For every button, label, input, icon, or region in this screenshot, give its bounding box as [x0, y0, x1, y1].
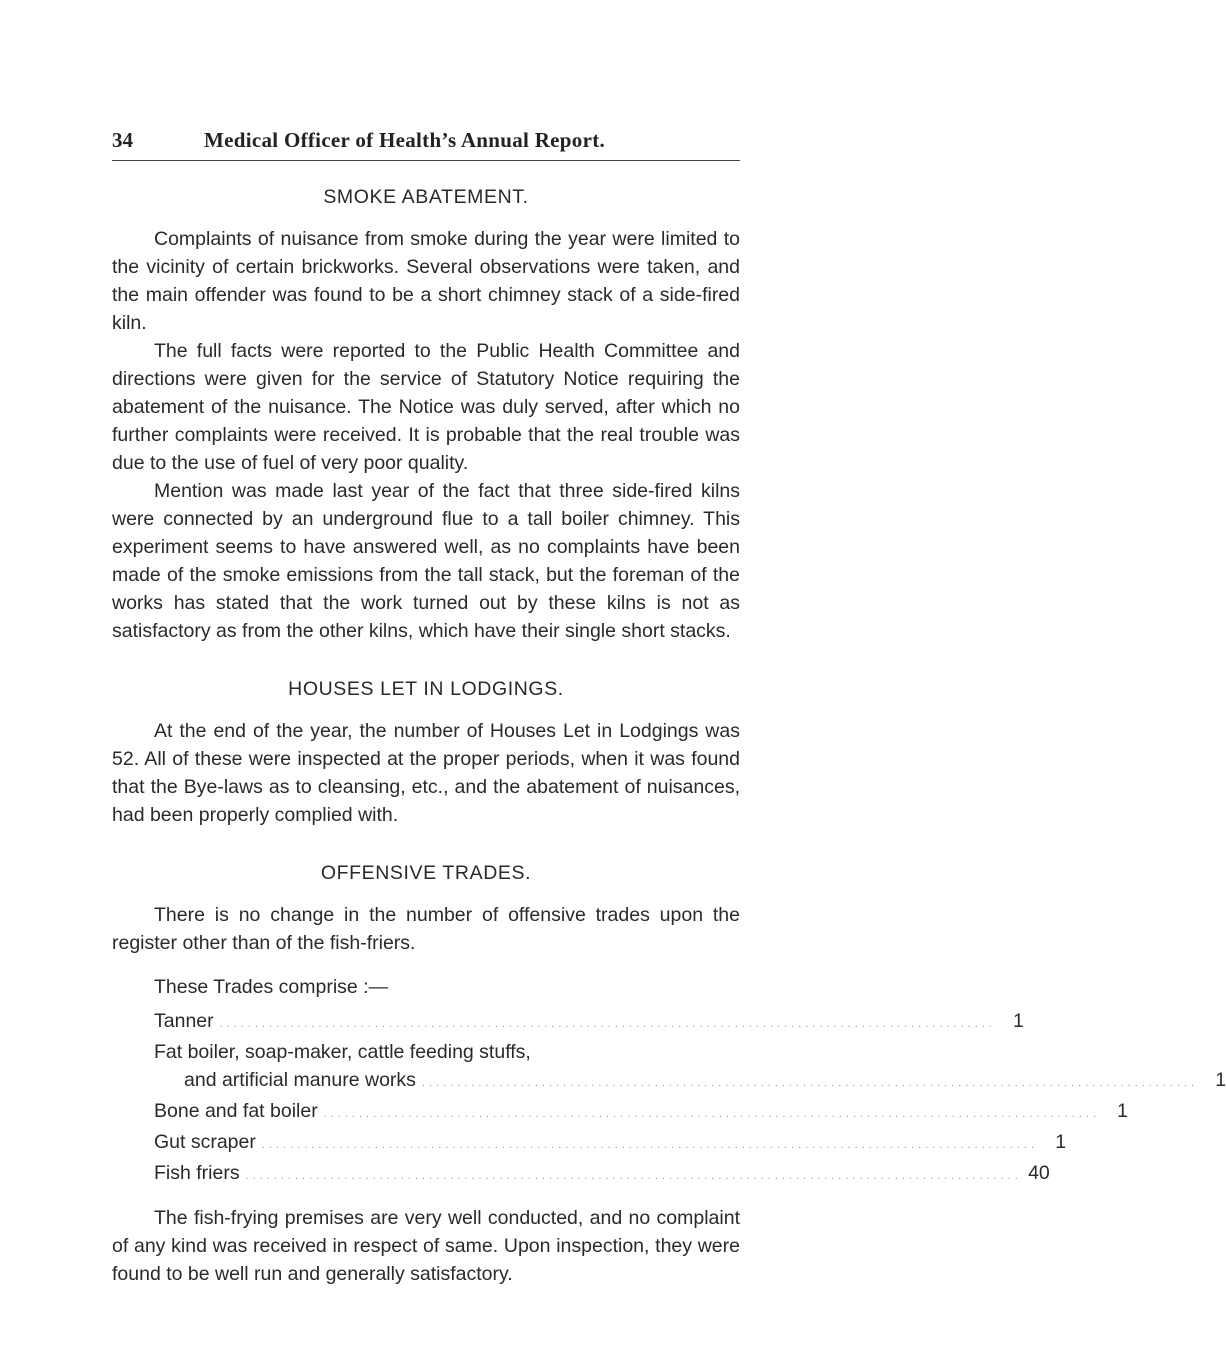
trade-name: Gut scraper: [154, 1131, 256, 1153]
leader-dots: ..............................................................................................................: [261, 1139, 1039, 1151]
trade-name-continued: and artificial manure works: [184, 1069, 416, 1091]
trade-name: Fat boiler, soap-maker, cattle feeding stuffs,: [154, 1041, 531, 1063]
trade-name: Bone and fat boiler: [154, 1100, 318, 1122]
running-title: Medical Officer of Health’s Annual Report.: [204, 128, 606, 152]
trade-name: Tanner: [154, 1010, 214, 1032]
smoke-paragraph-2: The full facts were reported to the Public Health Committee and directions were given for the service of Statutory Notice requiring the abatement of the nuisance. The Notice was duly served, after which no further complaints were received. It is probable that the real trouble was due to the use of fuel of very poor quality.: [112, 340, 740, 474]
leader-dots: ..............................................................................................................: [323, 1108, 1100, 1120]
offensive-trades-heading: OFFENSIVE TRADES.: [320, 862, 532, 884]
lodgings-heading: HOUSES LET IN LODGINGS.: [288, 678, 564, 700]
list-item-continuation: [154, 1066, 1226, 1097]
header-rule: [112, 160, 740, 161]
leader-dots: ..............................................................................................................: [245, 1170, 1022, 1182]
list-item: [154, 1038, 740, 1066]
trades-intro: There is no change in the number of offensive trades upon the register other than of the fish-friers.: [112, 904, 740, 954]
trade-name: Fish friers: [154, 1162, 240, 1184]
smoke-paragraph-3: Mention was made last year of the fact that three side-fired kilns were connected by an underground flue to a tall boiler chimney. This experiment seems to have answered well, as no complaints have been made of the smoke emissions from the tall stack, but the foreman of the works has stated that the work turned out by these kilns is not as satisfactory as from the other kilns, which have their single short stacks.: [112, 480, 740, 642]
trade-count: 1: [1055, 1131, 1067, 1153]
list-item: [154, 1159, 1050, 1190]
trades-list: [154, 1007, 1226, 1190]
trades-list-intro: These Trades comprise :—: [154, 976, 389, 998]
trades-closing-paragraph: The fish-frying premises are very well conducted, and no complaint of any kind was received in respect of same. Upon inspection, they were found to be well run and generally satisfactory.: [112, 1207, 740, 1285]
trade-count: 1: [1012, 1010, 1024, 1032]
leader-dots: ..............................................................................................................: [219, 1018, 996, 1030]
leader-dots: ..............................................................................................................: [421, 1077, 1199, 1089]
list-item: [154, 1128, 1067, 1159]
smoke-abatement-heading: SMOKE ABATEMENT.: [323, 186, 529, 208]
list-item: [154, 1097, 1128, 1128]
page-body: [112, 183, 1226, 1288]
list-item: [154, 1007, 1024, 1038]
page-header: [112, 128, 740, 160]
trade-count: 1: [1117, 1100, 1128, 1122]
trade-count: 40: [1028, 1162, 1050, 1184]
trade-count: 1: [1215, 1069, 1226, 1091]
page-number: 34: [112, 128, 133, 152]
lodgings-paragraph: At the end of the year, the number of Houses Let in Lodgings was 52. All of these were inspected at the proper periods, when it was found that the Bye-laws as to cleansing, etc., and the abatement of nuisances, had been properly complied with.: [112, 720, 740, 826]
smoke-paragraph-1: Complaints of nuisance from smoke during the year were limited to the vicinity of certain brickworks. Several observations were taken, and the main offender was found to be a short chimney stack of a side-fired kiln.: [112, 228, 740, 334]
